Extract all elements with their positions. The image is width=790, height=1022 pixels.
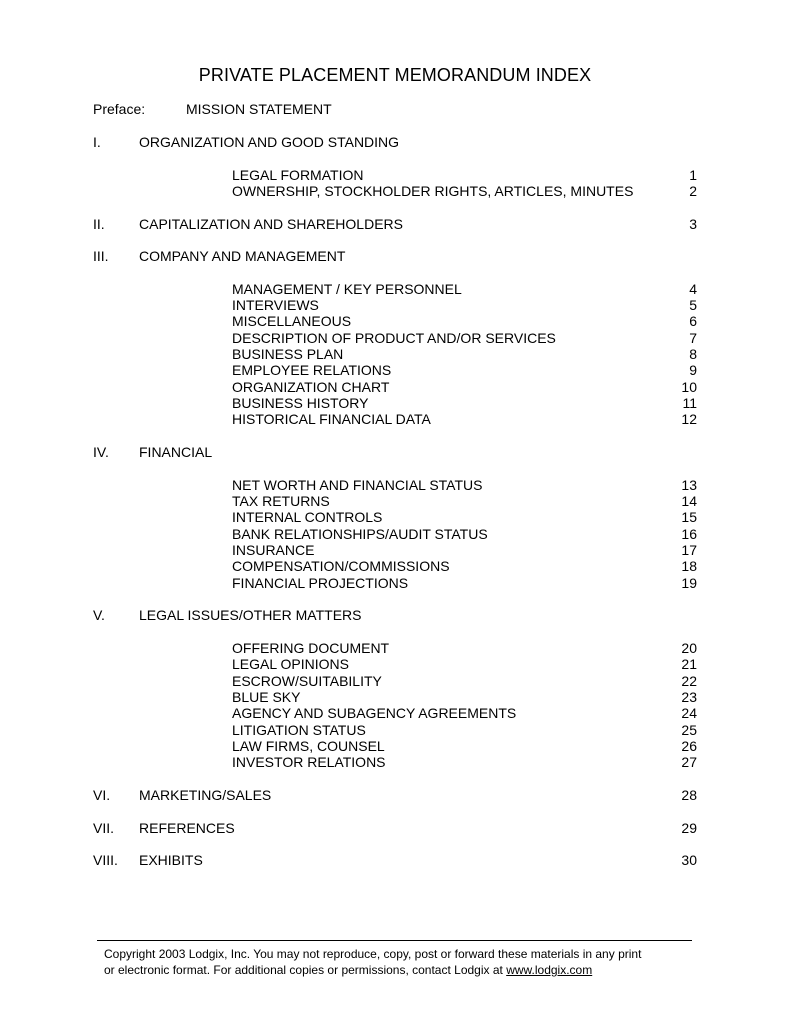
page-number: 19 [681,575,697,591]
index-entry: HISTORICAL FINANCIAL DATA [232,411,431,427]
footer-line-1: Copyright 2003 Lodgix, Inc. You may not reproduce, copy, post or forward these materials in any print [104,947,642,961]
page-number: 18 [681,558,697,574]
page-number: 2 [689,183,697,199]
page-number: 6 [689,313,697,329]
index-entry: INSURANCE [232,542,315,558]
page-number: 30 [681,852,697,868]
index-entry: BUSINESS PLAN [232,346,344,362]
page-number: 23 [681,689,697,705]
page-number: 27 [681,754,697,770]
page-number: 3 [689,216,697,232]
index-entry: BANK RELATIONSHIPS/AUDIT STATUS [232,526,488,542]
section-number: V. [93,607,105,623]
index-entry: INTERNAL CONTROLS [232,509,383,525]
section-title: LEGAL ISSUES/OTHER MATTERS [139,607,362,623]
index-entry: ORGANIZATION CHART [232,379,390,395]
section-title: MARKETING/SALES [139,787,272,803]
page-number: 11 [682,395,697,411]
section-number: IV. [93,444,109,460]
footer-line-2-text: or electronic format. For additional copies or permissions, contact Lodgix at [104,963,507,977]
page-number: 5 [689,297,697,313]
index-entry: LEGAL OPINIONS [232,656,349,672]
footer-line-2 [104,962,704,978]
index-entry: AGENCY AND SUBAGENCY AGREEMENTS [232,705,517,721]
preface-text: MISSION STATEMENT [186,101,332,117]
index-entry: BUSINESS HISTORY [232,395,369,411]
page-title: PRIVATE PLACEMENT MEMORANDUM INDEX [198,65,592,85]
footer-copyright [104,946,704,978]
index-entry: OFFERING DOCUMENT [232,640,390,656]
page-number: 4 [689,281,697,297]
index-entry: INTERVIEWS [232,297,319,313]
section-number: VI. [93,787,111,803]
section-title: CAPITALIZATION AND SHAREHOLDERS [139,216,403,232]
index-entry: LAW FIRMS, COUNSEL [232,738,385,754]
section-number: VII. [93,820,115,836]
index-entry: INVESTOR RELATIONS [232,754,386,770]
index-entry: BLUE SKY [232,689,301,705]
page-number: 21 [681,656,697,672]
index-entry: FINANCIAL PROJECTIONS [232,575,409,591]
index-entry: DESCRIPTION OF PRODUCT AND/OR SERVICES [232,330,556,346]
page-number: 7 [689,330,697,346]
page-number: 24 [681,705,697,721]
index-entry: MISCELLANEOUS [232,313,352,329]
footer-divider [97,940,692,941]
index-entry: ESCROW/SUITABILITY [232,673,382,689]
page-number: 28 [681,787,697,803]
index-entry: MANAGEMENT / KEY PERSONNEL [232,281,462,297]
section-number: VIII. [93,852,118,868]
index-entry: NET WORTH AND FINANCIAL STATUS [232,477,483,493]
page-number: 17 [681,542,697,558]
page-number: 10 [681,379,697,395]
page-number: 1 [689,167,697,183]
section-number: I. [93,134,101,150]
page-number: 8 [689,346,697,362]
index-entry: COMPENSATION/COMMISSIONS [232,558,450,574]
preface-label: Preface: [93,101,146,117]
footer-website-link[interactable]: www.lodgix.com [506,963,593,977]
page-number: 9 [689,362,697,378]
page-number: 13 [681,477,697,493]
page-number: 29 [681,820,697,836]
page-number: 26 [681,738,697,754]
page-number: 16 [681,526,697,542]
page-number: 15 [681,509,697,525]
section-title: ORGANIZATION AND GOOD STANDING [139,134,400,150]
page-number: 22 [681,673,697,689]
index-entry: LITIGATION STATUS [232,722,366,738]
section-number: III. [93,248,109,264]
page-number: 12 [681,411,697,427]
index-entry: LEGAL FORMATION [232,167,364,183]
section-title: COMPANY AND MANAGEMENT [139,248,346,264]
section-title: REFERENCES [139,820,235,836]
section-number: II. [93,216,105,232]
section-title: FINANCIAL [139,444,213,460]
index-entry: OWNERSHIP, STOCKHOLDER RIGHTS, ARTICLES, MINUTES [232,183,634,199]
index-entry: TAX RETURNS [232,493,330,509]
section-title: EXHIBITS [139,852,203,868]
page-number: 20 [681,640,697,656]
page-number: 25 [681,722,697,738]
page-number: 14 [681,493,697,509]
index-entry: EMPLOYEE RELATIONS [232,362,392,378]
